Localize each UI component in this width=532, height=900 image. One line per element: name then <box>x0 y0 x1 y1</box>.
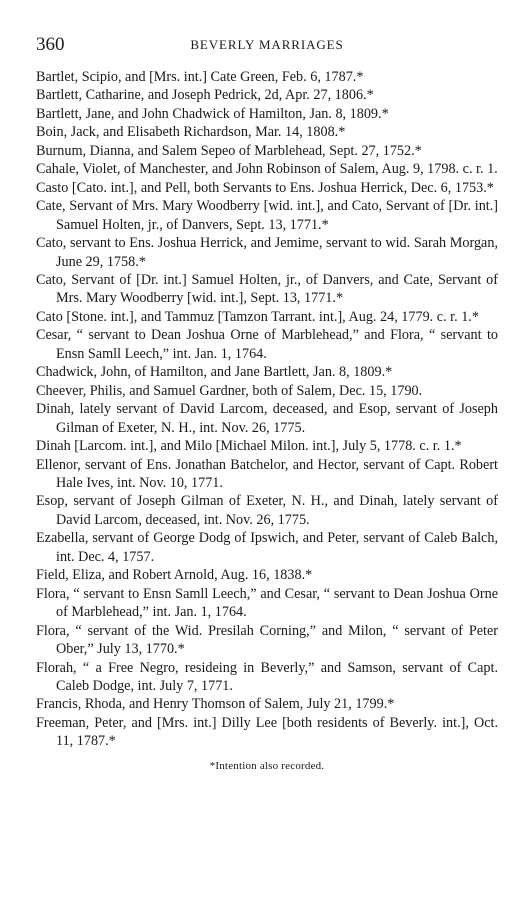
marriage-entry: Burnum, Dianna, and Salem Sepeo of Marblehead, Sept. 27, 1752.* <box>36 142 422 159</box>
marriage-entry: Cate, Servant of Mrs. Mary Woodberry [wid. int.], and Cato, Servant of [Dr. int.] Samuel Holten, jr., of Danvers, Sept. 13, 1771.* <box>36 198 498 233</box>
page-header <box>36 34 498 60</box>
marriage-entry: Dinah, lately servant of David Larcom, deceased, and Esop, servant of Joseph Gilman of Exeter, N. H., int. Nov. 26, 1775. <box>36 401 498 436</box>
marriage-entry: Ellenor, servant of Ens. Jonathan Batchelor, and Hector, servant of Capt. Robert Hale Ives, int. Nov. 10, 1771. <box>36 456 498 491</box>
running-head: BEVERLY MARRIAGES <box>190 37 344 52</box>
marriage-entry: Cato [Stone. int.], and Tammuz [Tamzon Tarrant. int.], Aug. 24, 1779. c. r. 1.* <box>36 308 479 325</box>
marriage-entry: Francis, Rhoda, and Henry Thomson of Salem, July 21, 1799.* <box>36 696 395 713</box>
marriage-entry: Florah, “ a Free Negro, resideing in Beverly,” and Samson, servant of Capt. Caleb Dodge, int. July 7, 1771. <box>36 659 498 694</box>
marriage-entry: Cahale, Violet, of Manchester, and John Robinson of Salem, Aug. 9, 1798. c. r. 1. <box>36 161 498 178</box>
marriage-entry: Cato, servant to Ens. Joshua Herrick, and Jemime, servant to wid. Sarah Morgan, June 29, 1758.* <box>36 235 498 270</box>
marriage-entry: Cesar, “ servant to Dean Joshua Orne of Marblehead,” and Flora, “ servant to Ensn Samll Leech,” int. Jan. 1, 1764. <box>36 327 498 362</box>
marriage-entry: Cato, Servant of [Dr. int.] Samuel Holten, jr., of Danvers, and Cate, Servant of Mrs. Mary Woodberry [wid. int.], Sept. 13, 1771.* <box>36 271 498 307</box>
marriage-entry: Dinah [Larcom. int.], and Milo [Michael Milon. int.], July 5, 1778. c. r. 1.* <box>36 438 462 455</box>
marriage-entry: Chadwick, John, of Hamilton, and Jane Bartlett, Jan. 8, 1809.* <box>36 364 393 381</box>
marriage-entries <box>36 68 498 751</box>
marriage-entry: Cheever, Philis, and Samuel Gardner, both of Salem, Dec. 15, 1790. <box>36 382 423 399</box>
marriage-entry: Boin, Jack, and Elisabeth Richardson, Mar. 14, 1808.* <box>36 124 346 141</box>
marriage-entry: Freeman, Peter, and [Mrs. int.] Dilly Lee [both residents of Beverly. int.], Oct. 11, 1787.* <box>36 714 498 750</box>
marriage-entry: Esop, servant of Joseph Gilman of Exeter, N. H., and Dinah, lately servant of David Larcom, deceased, int. Nov. 26, 1775. <box>36 493 498 528</box>
marriage-entry: Ezabella, servant of George Dodg of Ipswich, and Peter, servant of Caleb Balch, int. Dec. 4, 1757. <box>36 530 498 565</box>
marriage-entry: Flora, “ servant of the Wid. Presilah Corning,” and Milon, “ servant of Peter Ober,” July 13, 1770.* <box>36 622 498 658</box>
footnote: *Intention also recorded. <box>209 759 325 772</box>
marriage-entry: Bartlett, Jane, and John Chadwick of Hamilton, Jan. 8, 1809.* <box>36 105 389 122</box>
marriage-entry: Casto [Cato. int.], and Pell, both Servants to Ens. Joshua Herrick, Dec. 6, 1753.* <box>36 179 494 196</box>
marriage-entry: Bartlett, Catharine, and Joseph Pedrick, 2d, Apr. 27, 1806.* <box>36 87 374 104</box>
document-page <box>36 34 498 772</box>
marriage-entry: Bartlet, Scipio, and [Mrs. int.] Cate Green, Feb. 6, 1787.* <box>36 69 364 85</box>
marriage-entry: Flora, “ servant to Ensn Samll Leech,” and Cesar, “ servant to Dean Joshua Orne of Marblehead,” int. Jan. 1, 1764. <box>36 585 498 621</box>
marriage-entry: Field, Eliza, and Robert Arnold, Aug. 16, 1838.* <box>36 567 313 584</box>
page-number: 360 <box>36 34 65 55</box>
